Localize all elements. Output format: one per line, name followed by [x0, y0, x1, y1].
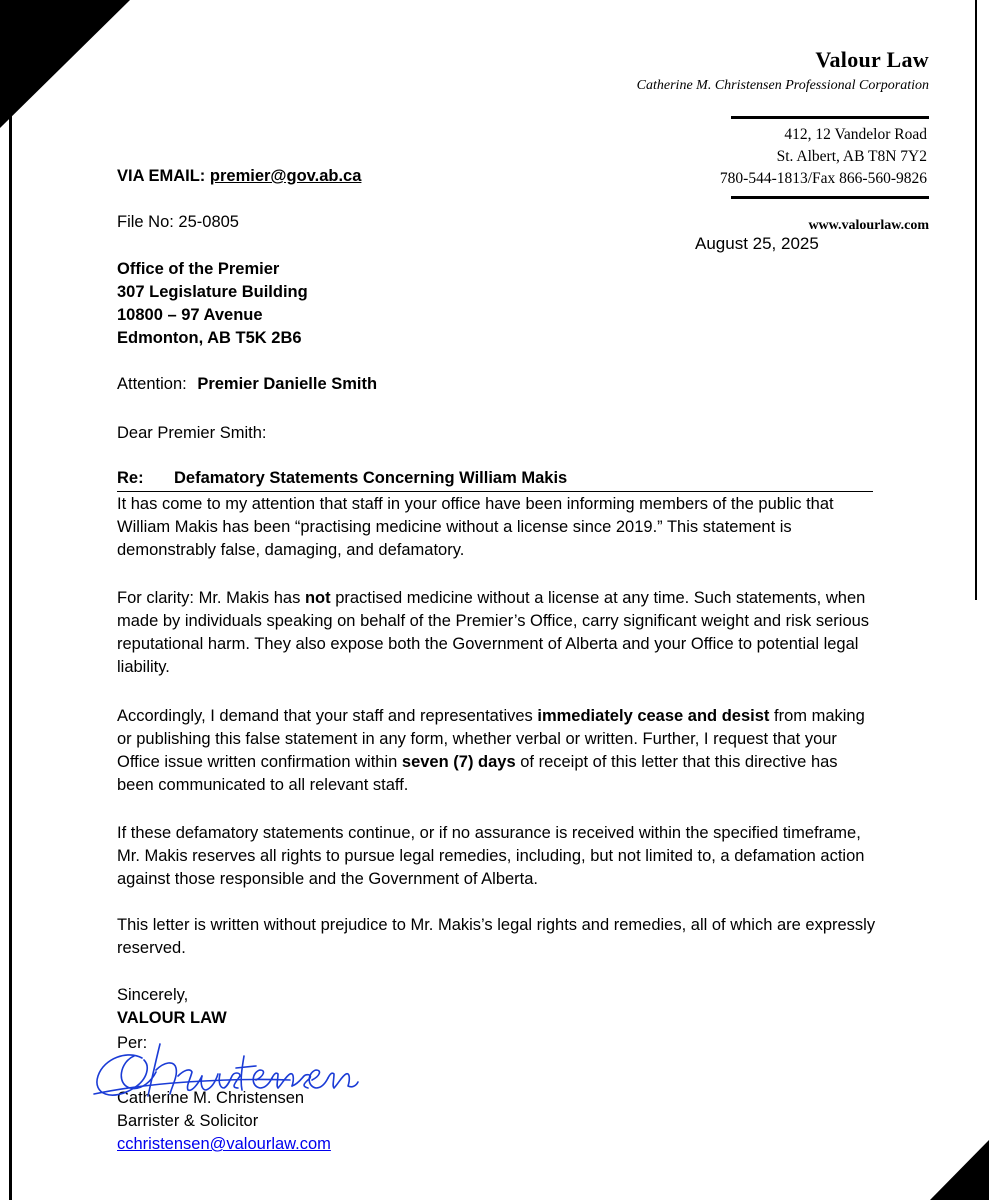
via-email-line — [117, 165, 361, 188]
closing-firm: VALOUR LAW — [117, 1009, 227, 1027]
page-corner-bottom-right — [930, 1140, 989, 1200]
firm-corporation: Catherine M. Christensen Professional Corporation — [636, 78, 929, 93]
paragraph-2-part2: practised medicine without a license at any time. Such statements, when made by individuals speaking on behalf of the Premier’s Office, carry significant weight and risk serious reputational harm. They also expose both the Government of Alberta and your Office to potential legal liability. — [117, 589, 870, 676]
subject-text: Defamatory Statements Concerning William Makis — [174, 469, 568, 487]
paragraph-2-bold: not — [304, 589, 331, 607]
paragraph-1: It has come to my attention that staff in your office have been informing members of the public that William Makis has been “practising medicine without a license since 2019.” This statement is demonstrably false, damaging, and defamatory. — [117, 495, 834, 559]
letterhead-rule-top — [731, 116, 929, 119]
attention-line — [117, 373, 377, 396]
attention-label: Attention: — [117, 375, 187, 393]
per-label: Per: — [117, 1034, 148, 1052]
paragraph-3-part2: from making or publishing this false statement in any form, whether verbal or written. Further, I request that your Office issue written confirmation within — [117, 707, 865, 771]
via-email-address[interactable]: premier@gov.ab.ca — [209, 167, 362, 185]
firm-address-line1: 412, 12 Vandelor Road — [784, 126, 927, 143]
paragraph-3-bold2: seven (7) days — [401, 753, 516, 771]
subject-line — [117, 467, 873, 492]
letter-date: August 25, 2025 — [695, 234, 819, 253]
closing-text: Sincerely, — [117, 986, 189, 1004]
recipient-line3: 10800 – 97 Avenue — [117, 306, 263, 324]
page-border-right — [975, 0, 977, 600]
subject-label: Re: — [117, 469, 144, 487]
attention-name: Premier Danielle Smith — [197, 375, 378, 393]
via-email-label: VIA EMAIL: — [117, 167, 206, 185]
paragraph-3-bold1: immediately cease and desist — [537, 707, 770, 725]
paragraph-2 — [117, 587, 877, 679]
firm-website: www.valourlaw.com — [808, 218, 929, 233]
recipient-line4: Edmonton, AB T5K 2B6 — [117, 329, 302, 347]
paragraph-5: This letter is written without prejudice to Mr. Makis’s legal rights and remedies, all of which are expressly reserved. — [117, 916, 876, 957]
signer-title: Barrister & Solicitor — [117, 1112, 259, 1130]
page-corner-top-left — [0, 0, 130, 130]
handwritten-signature — [90, 1036, 360, 1108]
letterhead — [509, 44, 929, 96]
paragraph-4: If these defamatory statements continue, or if no assurance is received within the specified timeframe, Mr. Makis reserves all rights to pursue legal remedies, including, but not limited to, a defamation action against those responsible and the Government of Alberta. — [117, 824, 865, 888]
salutation: Dear Premier Smith: — [117, 424, 267, 442]
firm-phone-fax: 780-544-1813/Fax 866-560-9826 — [719, 170, 927, 187]
recipient-line1: Office of the Premier — [117, 260, 280, 278]
paragraph-3 — [117, 705, 877, 797]
recipient-line2: 307 Legislature Building — [117, 283, 308, 301]
paragraph-3-part3: of receipt of this letter that this directive has been communicated to all relevant staff. — [117, 753, 838, 794]
letterhead-rule-bottom — [731, 196, 929, 199]
signer-name: Catherine M. Christensen — [117, 1089, 305, 1107]
firm-address-line2: St. Albert, AB T8N 7Y2 — [776, 148, 927, 165]
recipient-address — [117, 258, 308, 350]
page-border-left — [9, 0, 12, 1200]
file-number: File No: 25-0805 — [117, 213, 239, 231]
paragraph-2-part1: For clarity: Mr. Makis has — [117, 589, 305, 607]
paragraph-3-part1: Accordingly, I demand that your staff and representatives — [117, 707, 538, 725]
signer-email-link[interactable] — [117, 1133, 331, 1156]
closing-block — [117, 984, 227, 1030]
firm-name: Valour Law — [815, 47, 929, 72]
signer-email[interactable]: cchristensen@valourlaw.com — [117, 1135, 331, 1153]
firm-address — [720, 124, 927, 190]
